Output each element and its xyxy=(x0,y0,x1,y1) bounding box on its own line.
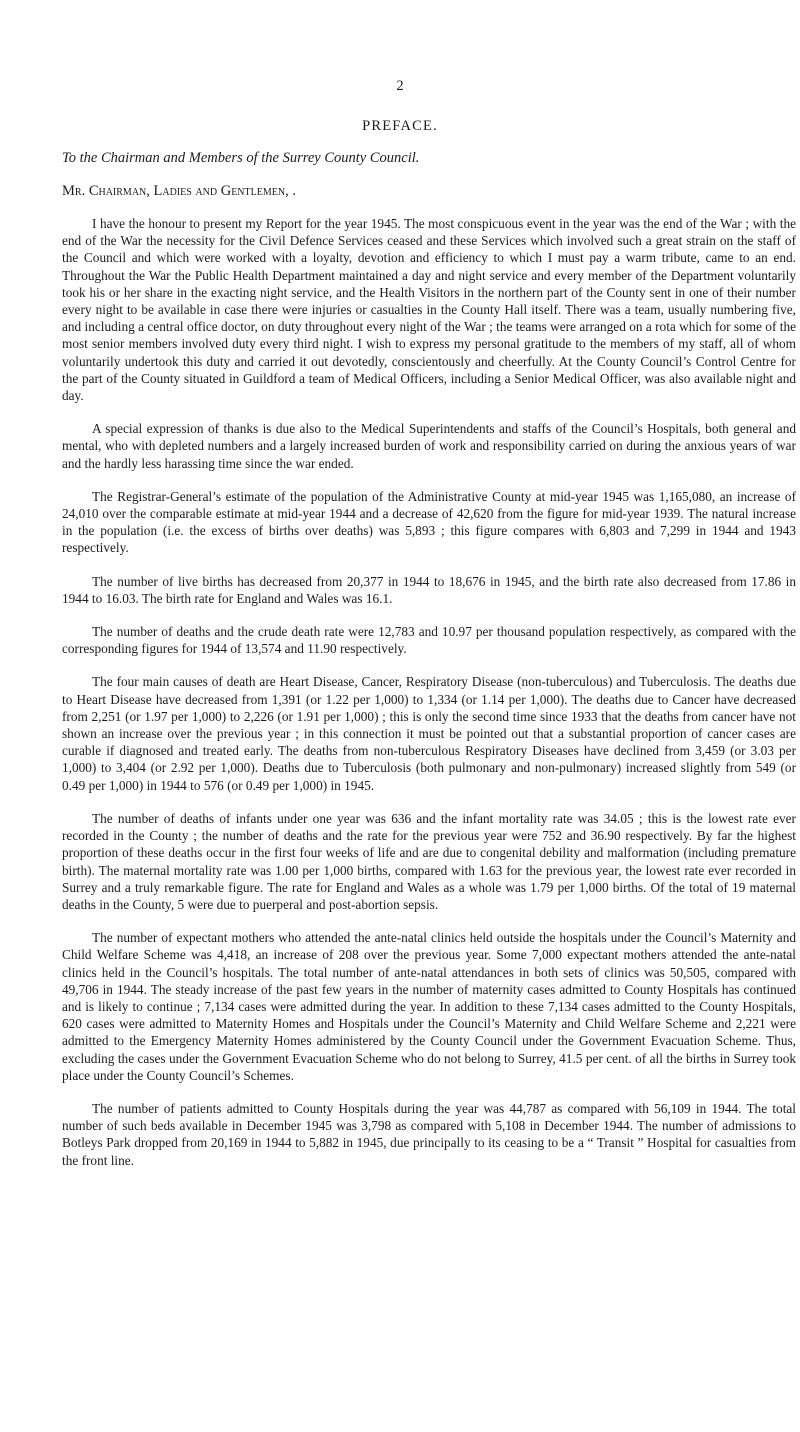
body-text xyxy=(62,215,796,1185)
paragraph-causes-of-death: The four main causes of death are Heart Disease, Cancer, Respiratory Disease (non-tuberculous) and Tuberculosis. The deaths due to Heart Disease have decreased from 1,391 (or 1.22 per 1,000) to 1,334 (or 1.14 per 1,000). The deaths due to Cancer have decreased from 2,251 (or 1.97 per 1,000) to 2,226 (or 1.91 per 1,000) ; this is only the second time since 1933 that the deaths from cancer have not shown an increase over the previous year ; in this connection it must be pointed out that a substantial proportion of cancer cases are curable if diagnosed and treated early. The deaths from non-tuberculous Respiratory Diseases have declined from 3,459 (or 3.03 per 1,000) to 3,404 (or 2.92 per 1,000). Deaths due to Tuberculosis (both pulmonary and non-pulmonary) increased slightly from 549 (or 0.49 per 1,000) in 1944 to 576 (or 0.49 per 1,000) in 1945. xyxy=(62,674,796,793)
paragraph-births: The number of live births has decreased from 20,377 in 1944 to 18,676 in 1945, and the birth rate also decreased from 17.86 in 1944 to 16.03. The birth rate for England and Wales was 16.1. xyxy=(62,573,796,606)
address-line: To the Chairman and Members of the Surrey County Council. xyxy=(62,150,420,166)
preface-heading: PREFACE. xyxy=(362,118,438,134)
paragraph-ante-natal: The number of expectant mothers who attended the ante-natal clinics held outside the hospitals under the Council’s Maternity and Child Welfare Scheme was 4,418, an increase of 208 over the previous year. Some 7,000 expectant mothers attended the ante-natal clinics held in the Council’s hospitals. The total number of ante-natal attendances in both sets of clinics was 50,505, compared with 49,706 in 1944. The steady increase of the past few years in the number of maternity cases admitted to County Hospitals has continued and is likely to continue ; 7,134 cases were admitted during the year. In addition to these 7,134 cases admitted to the County Hospitals, 620 cases were admitted to Maternity Homes and Hospitals under the Council’s Maternity and Child Welfare Scheme and 2,221 were admitted to the Emergency Maternity Homes administered by the County Council under the Government Evacuation Scheme. Thus, excluding the cases under the Government Evacuation Scheme who do not belong to Surrey, 41.5 per cent. of all the births in Surrey took place under the County Council’s Schemes. xyxy=(62,930,796,1083)
page-number: 2 xyxy=(396,78,404,94)
paragraph-infant-mortality: The number of deaths of infants under one year was 636 and the infant mortality rate was 34.05 ; this is the lowest rate ever recorded in the County ; the number of deaths and the rate for the previous year were 752 and 36.90 respectively. By far the highest proportion of these deaths occur in the first four weeks of life and are due to congenital debility and malformation (including premature birth). The maternal mortality rate was 1.00 per 1,000 births, compared with 1.63 for the previous year, the lowest rate ever recorded in Surrey and a truly remarkable figure. The rate for England and Wales as a whole was 1.79 per 1,000 births. Of the total of 19 maternal deaths in the County, 5 were due to puerperal and post-abortion sepsis. xyxy=(62,810,796,912)
paragraph-deaths: The number of deaths and the crude death rate were 12,783 and 10.97 per thousand population respectively, as compared with the corresponding figures for 1944 of 13,574 and 11.90 respectively. xyxy=(62,624,796,657)
paragraph-war-services: I have the honour to present my Report for the year 1945. The most conspicuous event in the year was the end of the War ; with the end of the War the necessity for the Civil Defence Services ceased and these Services which involved such a great strain on the staff of the Council and which were worked with a loyalty, devotion and efficiency to which I must pay a warm tribute, came to an end. Throughout the War the Public Health Department maintained a day and night service and every member of the Department voluntarily took his or her share in the exacting night service, and the Health Visitors in the northern part of the County sent in one of their number every night to be available in case there were injuries or casualties in the County Hall itself. There was a team, usually numbering five, and including a central office doctor, on duty throughout every night of the War ; the teams were arranged on a rota which for some of the most senior members involved duty every third night. I wish to express my personal gratitude to the members of my staff, all of whom voluntarily undertook this duty and carried it out devotedly, conscientously and cheerfully. At the County Council’s Control Centre for the part of the County situated in Guildford a team of Medical Officers, including a Senior Medical Officer, was also available night and day. xyxy=(62,216,796,404)
salutation: Mr. Chairman, Ladies and Gentlemen, . xyxy=(62,183,296,199)
paragraph-thanks-hospitals: A special expression of thanks is due also to the Medical Superintendents and staffs of the Council’s Hospitals, both general and mental, who with depleted numbers and a largely increased burden of work and responsibility carried on during the anxious years of war and the hardly less harassing time since the war ended. xyxy=(62,421,796,471)
paragraph-hospital-admissions: The number of patients admitted to County Hospitals during the year was 44,787 as compared with 56,109 in 1944. The total number of such beds available in December 1945 was 3,798 as compared with 5,108 in December 1944. The number of admissions to Botleys Park dropped from 20,169 in 1944 to 5,882 in 1945, due principally to its ceasing to be a “ Transit ” Hospital for casualties from the front line. xyxy=(62,1100,796,1168)
paragraph-population: The Registrar-General’s estimate of the population of the Administrative County at mid-year 1945 was 1,165,080, an increase of 24,010 over the comparable estimate at mid-year 1944 and a decrease of 42,620 from the figure for mid-year 1939. The natural increase in the population (i.e. the excess of births over deaths) was 5,893 ; this figure compares with 6,803 and 7,299 in 1944 and 1943 respectively. xyxy=(62,488,796,556)
